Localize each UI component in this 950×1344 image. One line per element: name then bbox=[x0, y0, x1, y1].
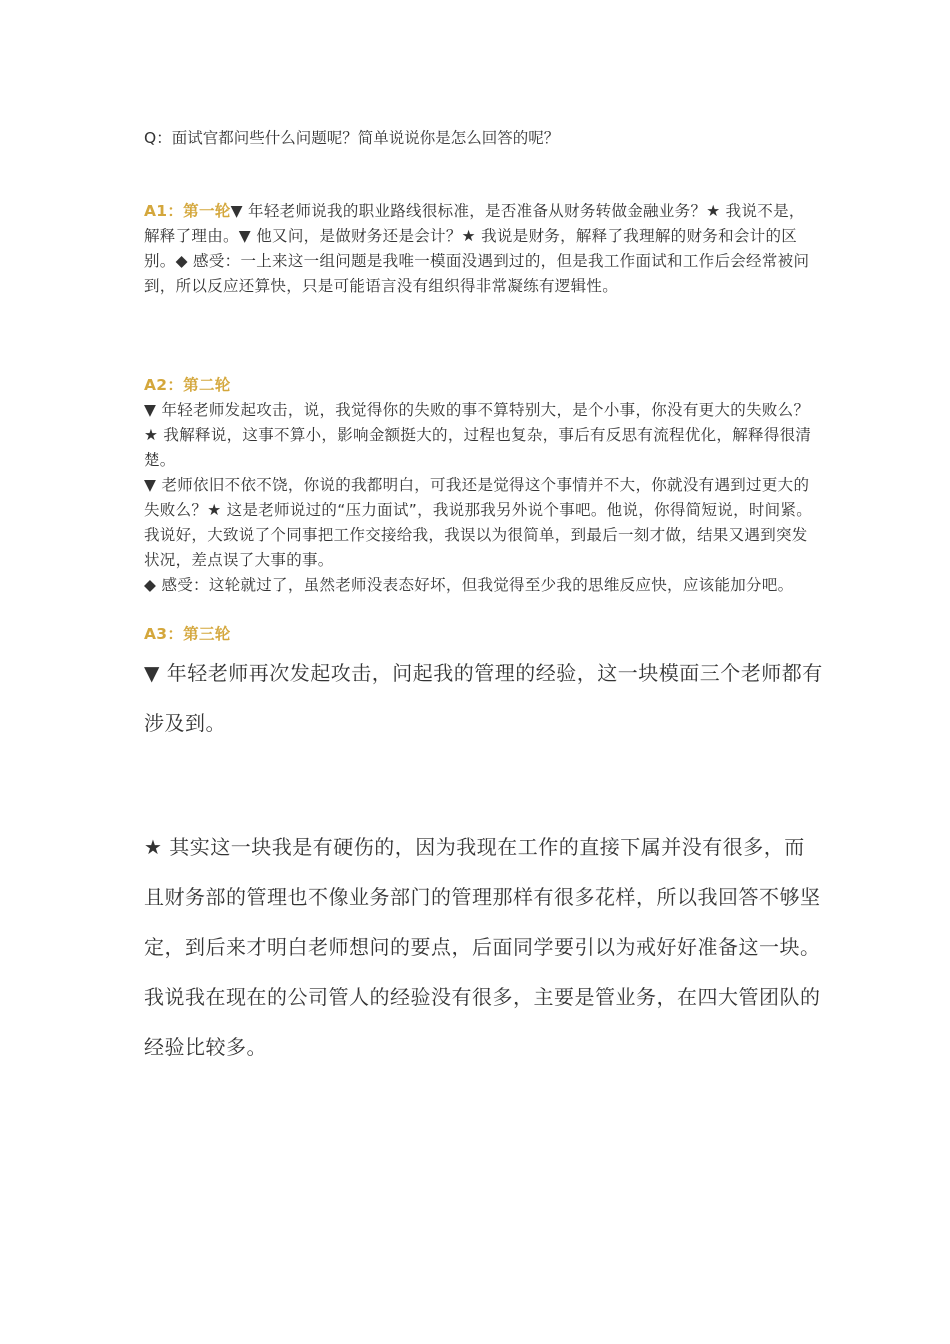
round-1-paragraph bbox=[144, 199, 816, 299]
answer-round-3-part-1 bbox=[144, 648, 824, 748]
answer-round-3-heading-block bbox=[144, 622, 816, 647]
round-2-paragraph-3: ◆ 感受：这轮就过了，虽然老师没表态好坏，但我觉得至少我的思维反应快，应该能加分吧。 bbox=[144, 576, 794, 594]
answer-round-2-heading-block bbox=[144, 373, 816, 398]
round-2-heading: A2：第二轮 bbox=[144, 376, 231, 394]
question-text: Q：面试官都问些什么问题呢？简单说说你是怎么回答的呢？ bbox=[144, 129, 560, 147]
round-2-paragraph-1: ▼ 年轻老师发起攻击，说，我觉得你的失败的事不算特别大，是个小事，你没有更大的失败么？★ 我解释说，这事不算小，影响金额挺大的，过程也复杂，事后有反思有流程优化，解释得很清楚。 bbox=[144, 401, 812, 469]
round-3-paragraph-1: ▼ 年轻老师再次发起攻击，问起我的管理的经验，这一块模面三个老师都有涉及到。 bbox=[144, 661, 823, 735]
round-1-body: ▼ 年轻老师说我的职业路线很标准，是否准备从财务转做金融业务？★ 我说不是，解释了理由。▼ 他又问，是做财务还是会计？★ 我说是财务，解释了我理解的财务和会计的区别。◆ 感受：一上来这一组问题是我唯一模面没遇到过的，但是我工作面试和工作后会经常被问到，所以反应还算快，只是可能语言没有组织得非常凝练有逻辑性。 bbox=[144, 202, 810, 295]
answer-round-2 bbox=[144, 398, 816, 598]
answer-round-3-part-2 bbox=[144, 822, 824, 1072]
round-2-paragraph-2: ▼ 老师依旧不依不饶，你说的我都明白，可我还是觉得这个事情并不大，你就没有遇到过更大的失败么？★ 这是老师说过的“压力面试”，我说那我另外说个事吧。他说，你得简短说，时间紧。我说好，大致说了个同事把工作交接给我，我误以为很简单，到最后一刻才做，结果又遇到突发状况，差点误了大事的事。 bbox=[144, 476, 813, 569]
round-3-heading: A3：第三轮 bbox=[144, 625, 231, 643]
round-1-heading: A1：第一轮 bbox=[144, 202, 231, 220]
answer-round-1 bbox=[144, 199, 816, 299]
round-3-paragraph-2: ★ 其实这一块我是有硬伤的，因为我现在工作的直接下属并没有很多，而且财务部的管理也不像业务部门的管理那样有很多花样，所以我回答不够坚定，到后来才明白老师想问的要点，后面同学要引以为戒好好准备这一块。我说我在现在的公司管人的经验没有很多，主要是管业务，在四大管团队的经验比较多。 bbox=[144, 835, 821, 1059]
